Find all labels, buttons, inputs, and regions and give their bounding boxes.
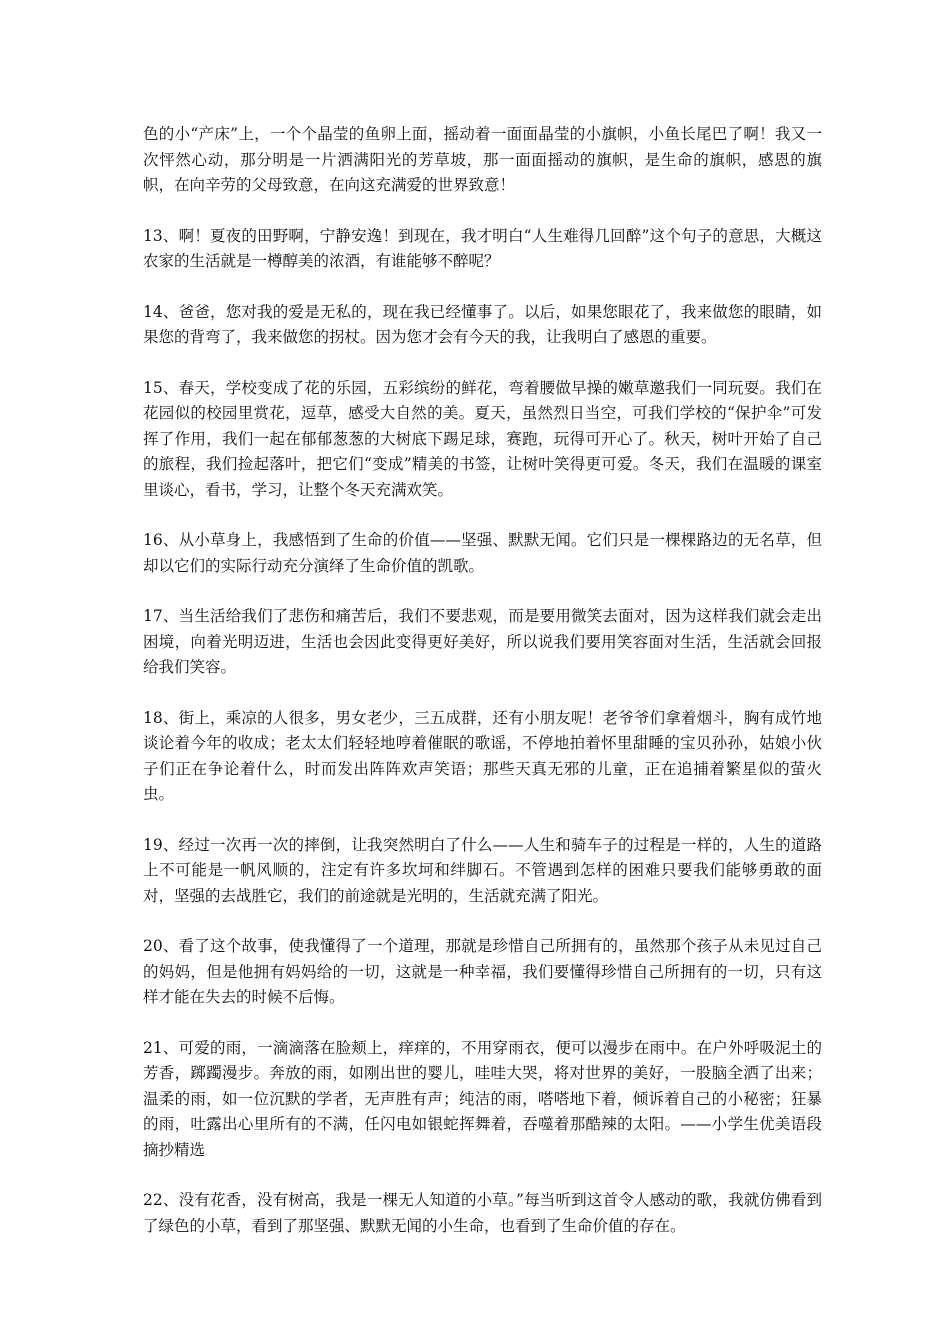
paragraph-20: 20、看了这个故事，使我懂得了一个道理，那就是珍惜自己所拥有的，虽然那个孩子从未见过自己的妈妈，但是他拥有妈妈给的一切，这就是一种幸福，我们要懂得珍惜自己所拥有的一切，只有这样才能在失去的时候不后悔。 <box>143 937 822 1006</box>
paragraph-14: 14、爸爸，您对我的爱是无私的，现在我已经懂事了。以后，如果您眼花了，我来做您的眼睛，如果您的背弯了，我来做您的拐杖。因为您才会有今天的我，让我明白了感恩的重要。 <box>143 302 822 346</box>
paragraph-22: 22、没有花香，没有树高，我是一棵无人知道的小草。”每当听到这首令人感动的歌，我就仿佛看到了绿色的小草，看到了那坚强、默默无闻的小生命，也看到了生命价值的存在。 <box>143 1191 822 1235</box>
paragraph-16: 16、从小草身上，我感悟到了生命的价值——坚强、默默无闻。它们只是一棵棵路边的无名草，但却以它们的实际行动充分演绎了生命价值的凯歌。 <box>143 531 822 575</box>
paragraph-13: 13、啊！夏夜的田野啊，宁静安逸！到现在，我才明白“人生难得几回醉”这个句子的意思，大概这农家的生活就是一樽醇美的浓酒，有谁能够不醉呢？ <box>143 226 822 270</box>
paragraph-17: 17、当生活给我们了悲伤和痛苦后，我们不要悲观，而是要用微笑去面对，因为这样我们就会走出困境，向着光明迈进，生活也会因此变得更好美好，所以说我们要用笑容面对生活，生活就会回报给我们笑容。 <box>143 607 822 676</box>
paragraph-18: 18、街上，乘凉的人很多，男女老少，三五成群，还有小朋友呢！老爷爷们拿着烟斗，胸有成竹地谈论着今年的收成；老太太们轻轻地哼着催眠的歌谣，不停地拍着怀里甜睡的宝贝孙孙，姑娘小伙子们正在争论着什么，时而发出阵阵欢声笑语；那些天真无邪的儿童，正在追捕着繁星似的萤火虫。 <box>143 708 822 803</box>
paragraph-19: 19、经过一次再一次的摔倒，让我突然明白了什么——人生和骑车子的过程是一样的，人生的道路上不可能是一帆风顺的，注定有许多坎坷和绊脚石。不管遇到怎样的困难只要我们能够勇敢的面对，坚强的去战胜它，我们的前途就是光明的，生活就充满了阳光。 <box>143 835 822 905</box>
paragraph-15: 15、春天，学校变成了花的乐园，五彩缤纷的鲜花，弯着腰做早操的嫩草邀我们一同玩耍。我们在花园似的校园里赏花，逗草，感受大自然的美。夏天，虽然烈日当空，可我们学校的“保护伞”可发挥了作用，我们一起在郁郁葱葱的大树底下踢足球，赛跑，玩得可开心了。秋天，树叶开始了自己的旅程，我们捡起落叶，把它们“变成”精美的书签，让树叶笑得更可爱。冬天，我们在温暖的课室里谈心，看书，学习，让整个冬天充满欢笑。 <box>143 378 822 499</box>
paragraph-21: 21、可爱的雨，一滴滴落在脸颊上，痒痒的，不用穿雨衣，便可以漫步在雨中。在户外呼吸泥土的芳香，踯躅漫步。奔放的雨，如刚出世的婴儿，哇哇大哭，将对世界的美好，一股脑全洒了出来；温柔的雨，如一位沉默的学者，无声胜有声；纯洁的雨，嗒嗒地下着，倾诉着自己的小秘密；狂暴的雨，吐露出心里所有的不满，任闪电如银蛇挥舞着，吞噬着那酷辣的太阳。——小学生优美语段摘抄精选 <box>143 1038 822 1159</box>
paragraph-intro-continuation: 色的小“产床”上，一个个晶莹的鱼卵上面，摇动着一面面晶莹的小旗帜，小鱼长尾巴了啊！我又一次怦然心动，那分明是一片洒满阳光的芳草坡，那一面面摇动的旗帜，是生命的旗帜，感恩的旗帜，在向辛劳的父母致意，在向这充满爱的世界致意！ <box>143 125 822 194</box>
